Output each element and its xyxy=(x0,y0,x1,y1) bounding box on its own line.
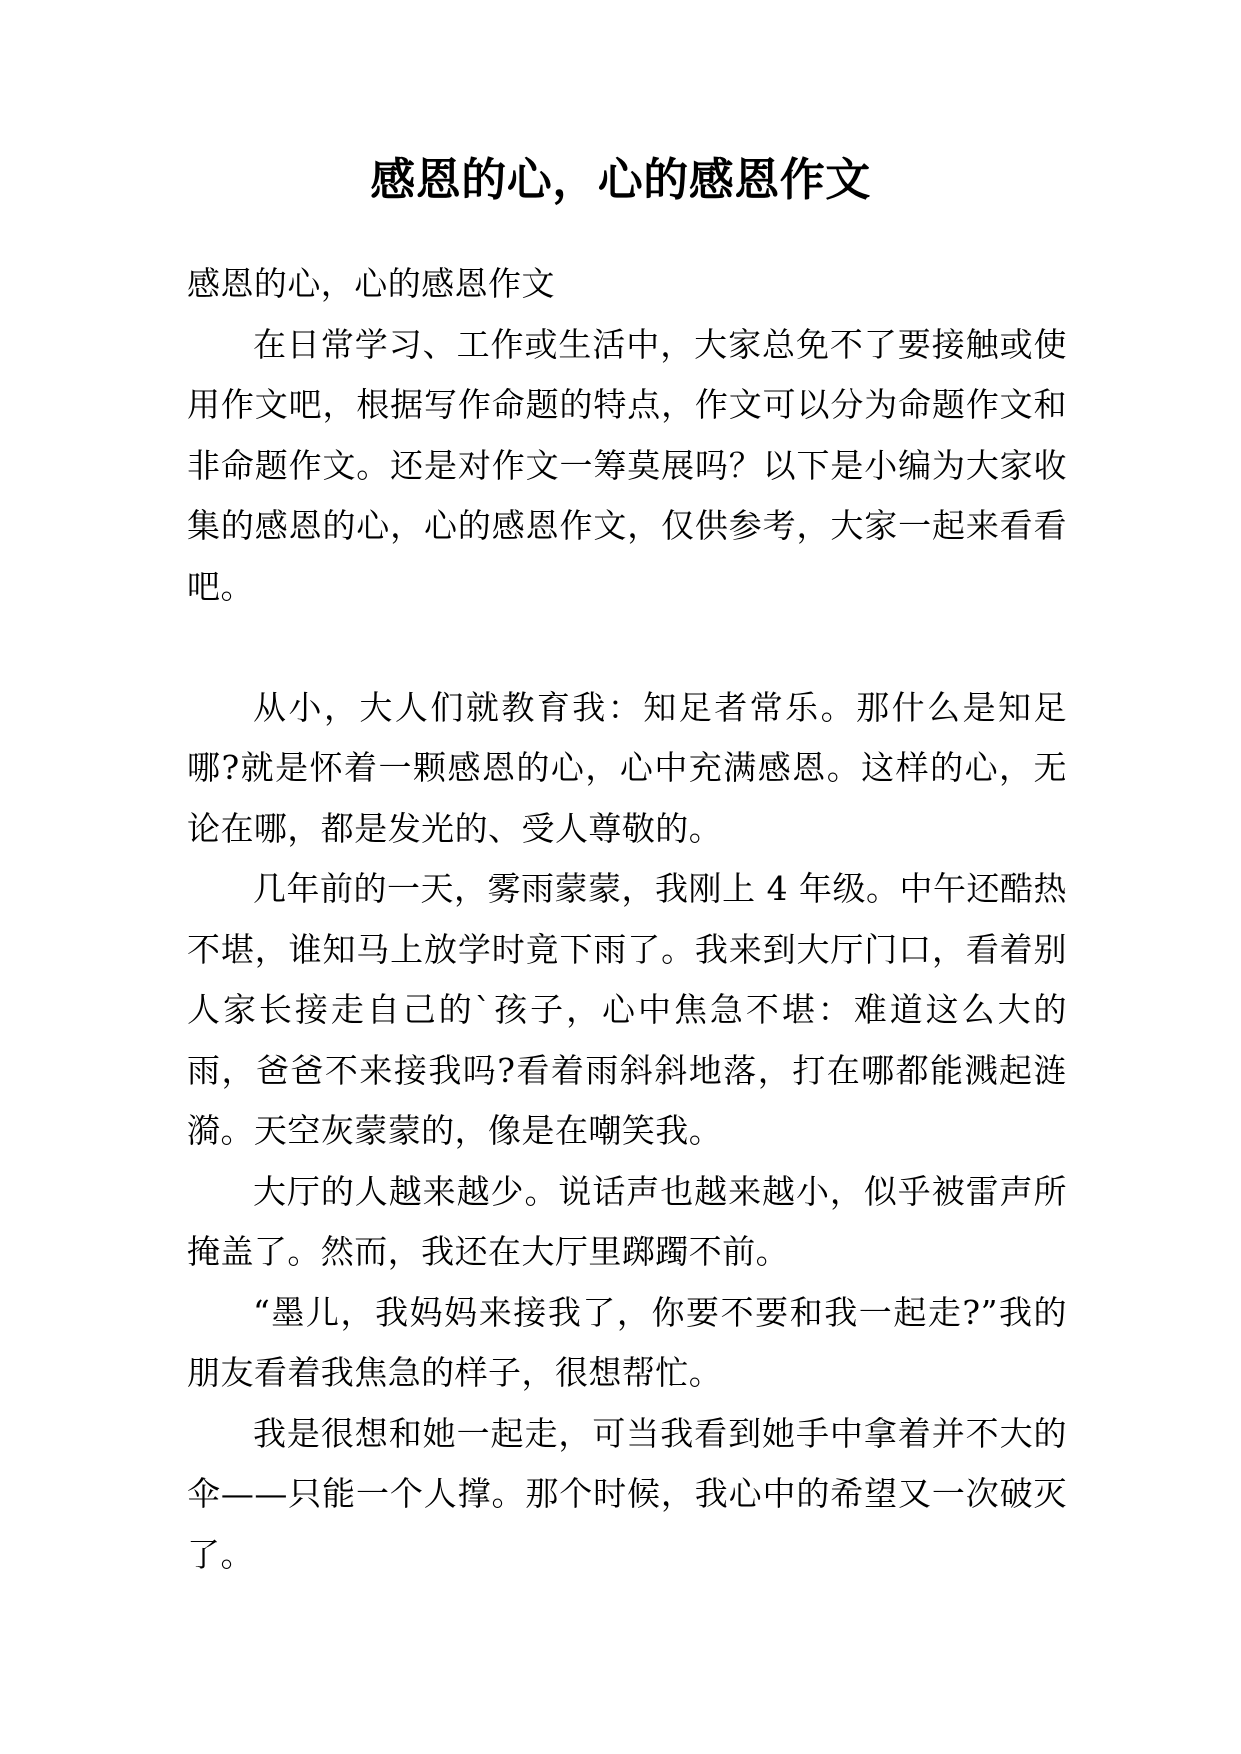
document-title: 感恩的心，心的感恩作文 xyxy=(370,153,871,206)
paragraph: 从小，大人们就教育我：知足者常乐。那什么是知足哪?就是怀着一颗感恩的心，心中充满感恩。这样的心，无论在哪，都是发光的、受人尊敬的。 xyxy=(187,687,1067,848)
paragraph-intro: 在日常学习、工作或生活中，大家总免不了要接触或使用作文吧，根据写作命题的特点，作文可以分为命题作文和非命题作文。还是对作文一筹莫展吗？以下是小编为大家收集的感恩的心，心的感恩作文，仅供参考，大家一起来看看吧。 xyxy=(187,324,1067,606)
paragraph: 大厅的人越来越少。说话声也越来越小，似乎被雷声所掩盖了。然而，我还在大厅里踯躅不前。 xyxy=(187,1171,1067,1271)
document-body xyxy=(187,254,1067,1585)
document-subtitle: 感恩的心，心的感恩作文 xyxy=(187,264,555,303)
paragraph: 我是很想和她一起走，可当我看到她手中拿着并不大的伞——只能一个人撑。那个时候，我心中的希望又一次破灭了。 xyxy=(187,1413,1067,1574)
paragraph: “墨儿，我妈妈来接我了，你要不要和我一起走?”我的朋友看着我焦急的样子，很想帮忙。 xyxy=(187,1292,1067,1392)
paragraph: 几年前的一天，雾雨蒙蒙，我刚上 4 年级。中午还酷热不堪，谁知马上放学时竟下雨了。我来到大厅门口，看着别人家长接走自己的`孩子，心中焦急不堪：难道这么大的雨，爸爸不来接我吗?看着雨斜斜地落，打在哪都能溅起涟漪。天空灰蒙蒙的，像是在嘲笑我。 xyxy=(187,869,1067,1150)
